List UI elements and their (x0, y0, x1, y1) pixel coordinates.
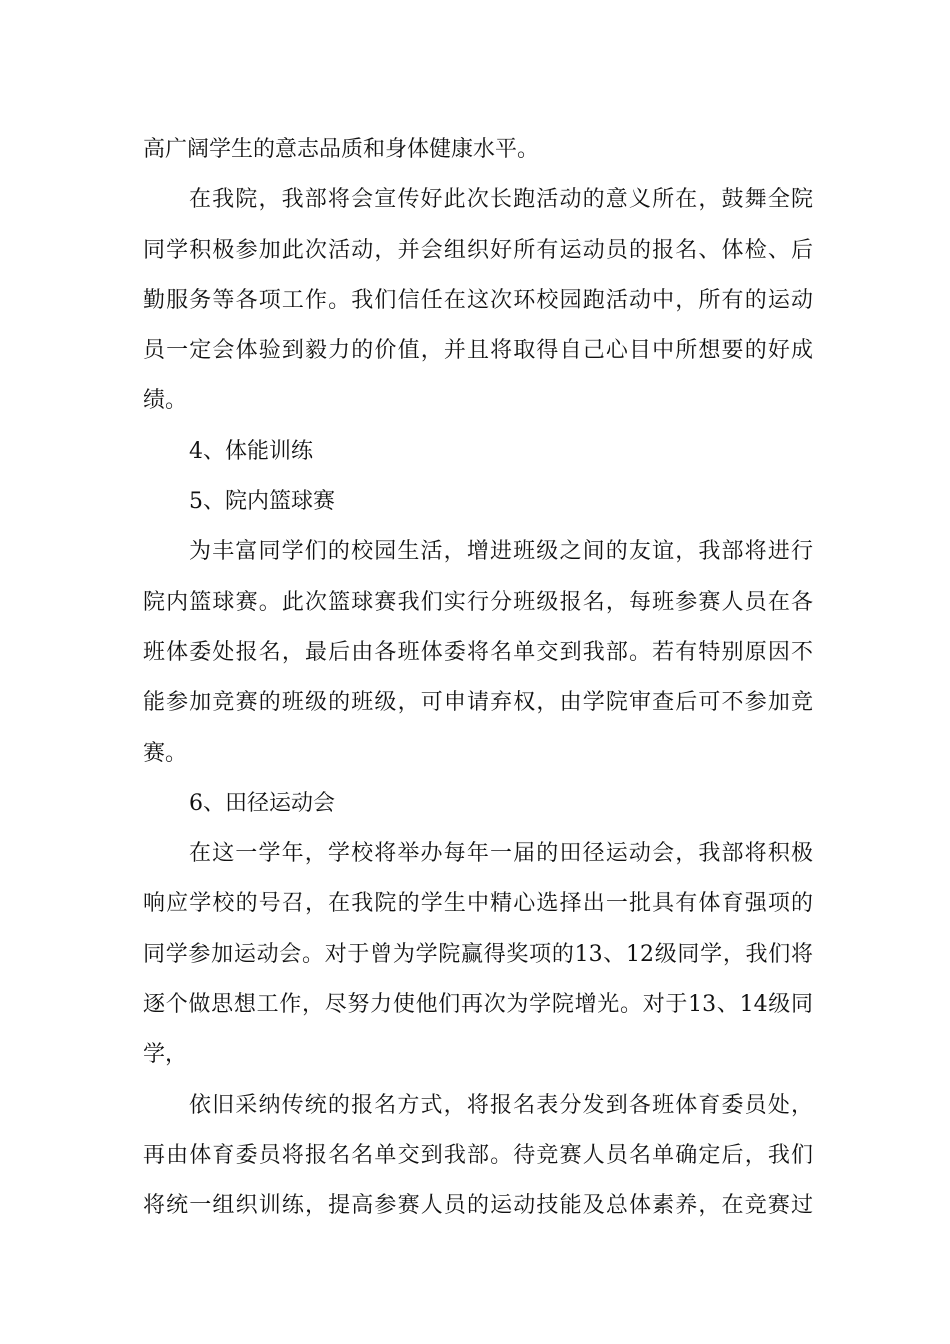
text-line-3: 同学积极参加此次活动，并会组织好所有运动员的报名、体检、后 (143, 237, 813, 263)
text-line-4: 勤服务等各项工作。我们信任在这次环校园跑活动中，所有的运动 (143, 287, 813, 313)
text-line-15: 在这一学年，学校将举办每年一届的田径运动会，我部将积极 (189, 841, 813, 867)
text-line-21: 再由体育委员将报名名单交到我部。待竞赛人员名单确定后，我们 (143, 1142, 813, 1168)
text-line-11: 班体委处报名，最后由各班体委将名单交到我部。若有特别原因不 (143, 639, 813, 665)
text-line-19: 学， (143, 1042, 188, 1068)
text-line-2: 在我院，我部将会宣传好此次长跑活动的意义所在，鼓舞全院 (189, 187, 813, 213)
text-line-18: 逐个做思想工作，尽努力使他们再次为学院增光。对于13、14级同 (143, 992, 813, 1018)
text-line-20: 依旧采纳传统的报名方式，将报名表分发到各班体育委员处， (189, 1092, 813, 1118)
text-line-9: 为丰富同学们的校园生活，增进班级之间的友谊，我部将进行 (189, 539, 813, 565)
text-line-10: 院内篮球赛。此次篮球赛我们实行分班级报名，每班参赛人员在各 (143, 589, 813, 615)
text-line-6: 绩。 (143, 388, 188, 414)
text-line-13: 赛。 (143, 740, 188, 766)
section-heading-track-and-field: 6、田径运动会 (189, 790, 335, 816)
text-line-12: 能参加竞赛的班级的班级，可申请弃权，由学院审查后可不参加竞 (143, 690, 813, 716)
section-heading-physical-training: 4、体能训练 (189, 438, 313, 464)
text-line-22: 将统一组织训练，提高参赛人员的运动技能及总体素养，在竞赛过 (143, 1193, 813, 1219)
text-line-17: 同学参加运动会。对于曾为学院赢得奖项的13、12级同学，我们将 (143, 941, 813, 967)
text-line-16: 响应学校的号召，在我院的学生中精心选择出一批具有体育强项的 (143, 891, 813, 917)
section-heading-basketball: 5、院内篮球赛 (189, 489, 335, 515)
document-body (143, 125, 813, 1232)
text-line-5: 员一定会体验到毅力的价值，并且将取得自己心目中所想要的好成 (143, 338, 813, 364)
text-line-1: 高广阔学生的意志品质和身体健康水平。 (143, 137, 540, 162)
